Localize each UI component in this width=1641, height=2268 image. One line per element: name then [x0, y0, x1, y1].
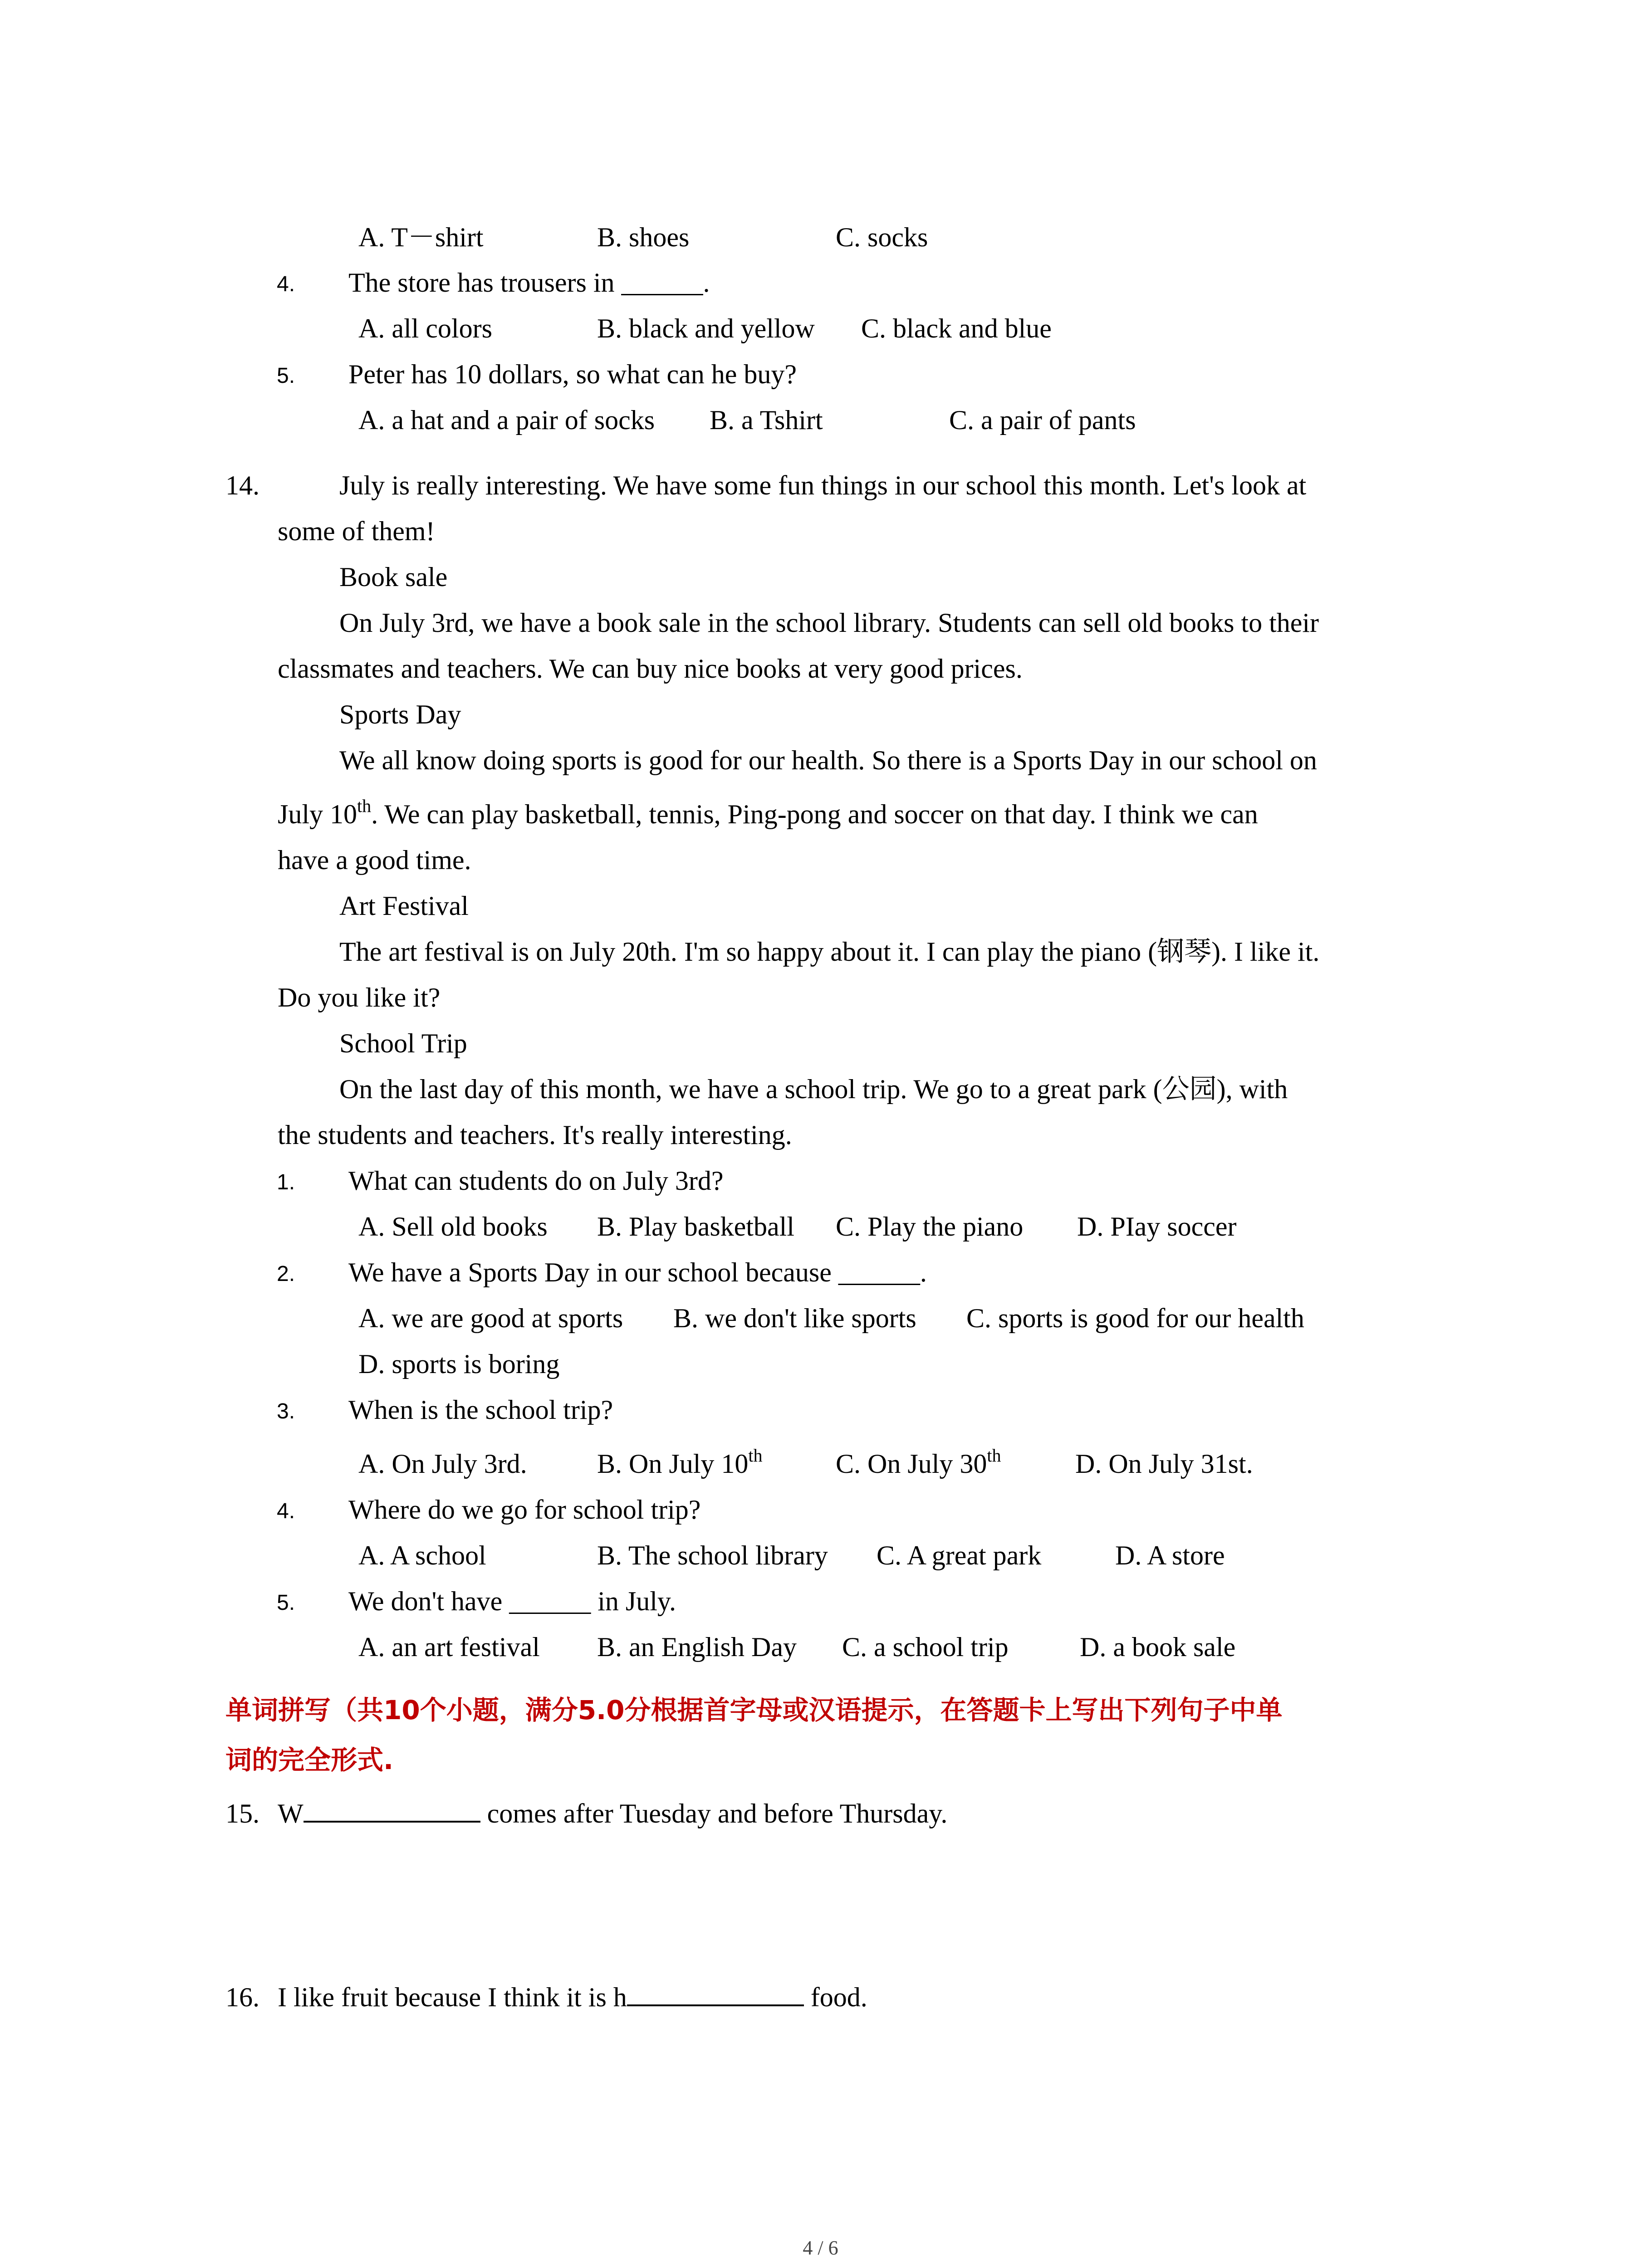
- q13-3-option-a: A. T－shirt: [358, 222, 484, 252]
- sports-day-line-2a: July 10: [278, 799, 358, 829]
- q16-number: 16.: [225, 1982, 260, 2012]
- q13-4-option-b: B. black and yellow: [597, 313, 815, 343]
- school-trip-line-2: the students and teachers. It's really interesting.: [278, 1120, 792, 1150]
- q13-3-option-b: B. shoes: [597, 222, 690, 252]
- q13-5-number: 5.: [277, 364, 295, 388]
- q14-2-option-a: A. we are good at sports: [358, 1303, 623, 1333]
- page-number: 4 / 6: [803, 2237, 838, 2259]
- q13-4-number: 4.: [277, 272, 295, 296]
- q15-number: 15.: [225, 1799, 260, 1828]
- q14-3-option-b: [597, 1441, 763, 1487]
- section-heading-line-1: 单词拼写（共10个小题，满分5.0分根据首字母或汉语提示，在答题卡上写出下列句子中单: [225, 1695, 1283, 1725]
- q14-5-option-b: B. an English Day: [597, 1632, 797, 1662]
- q14-1-stem: What can students do on July 3rd?: [348, 1166, 724, 1196]
- q13-4-stem: The store has trousers in ______.: [348, 268, 710, 298]
- book-sale-line-2: classmates and teachers. We can buy nice books at very good prices.: [278, 654, 1023, 684]
- q13-5-option-c: C. a pair of pants: [949, 405, 1136, 435]
- sports-day-sup: th: [357, 796, 372, 816]
- q14-1-number: 1.: [277, 1170, 295, 1194]
- q14-3-option-c: [836, 1441, 1001, 1487]
- book-sale-line-1: On July 3rd, we have a book sale in the school library. Students can sell old books to their: [339, 608, 1319, 638]
- q16-prefix: I like fruit because I think it is h: [278, 1982, 627, 2012]
- school-trip-line-1: On the last day of this month, we have a school trip. We go to a great park (公园), with: [339, 1074, 1288, 1104]
- q13-4-option-a: A. all colors: [358, 313, 492, 343]
- q16-answer-blank[interactable]: [627, 1979, 804, 2006]
- q14-4-option-c: C. A great park: [877, 1540, 1042, 1570]
- q14-5-stem: We don't have ______ in July.: [348, 1586, 676, 1616]
- q14-3-option-b-sup: th: [748, 1445, 763, 1466]
- school-trip-title: School Trip: [339, 1028, 467, 1058]
- q14-3-option-a: A. On July 3rd.: [358, 1449, 527, 1479]
- q14-4-stem: Where do we go for school trip?: [348, 1495, 701, 1525]
- art-festival-line-1: The art festival is on July 20th. I'm so happy about it. I can play the piano (钢琴). I like it.: [339, 937, 1320, 967]
- q13-5-stem: Peter has 10 dollars, so what can he buy?: [348, 359, 797, 389]
- q14-4-number: 4.: [277, 1499, 295, 1523]
- q15-sentence: [278, 1791, 947, 1837]
- sports-day-line-1: We all know doing sports is good for our health. So there is a Sports Day in our school on: [339, 745, 1317, 775]
- q14-2-option-c: C. sports is good for our health: [966, 1303, 1304, 1333]
- q14-2-option-d: D. sports is boring: [358, 1349, 560, 1379]
- q13-4-option-c: C. black and blue: [861, 313, 1052, 343]
- q13-5-option-b: B. a Tshirt: [710, 405, 823, 435]
- q13-5-option-a: A. a hat and a pair of socks: [358, 405, 655, 435]
- q15-prefix: W: [278, 1799, 304, 1828]
- q14-3-number: 3.: [277, 1399, 295, 1423]
- art-festival-line-2: Do you like it?: [278, 982, 441, 1012]
- sports-day-line-2b: . We can play basketball, tennis, Ping-pong and soccer on that day. I think we can: [371, 799, 1258, 829]
- q13-3-option-c: C. socks: [836, 222, 928, 252]
- q14-5-option-c: C. a school trip: [842, 1632, 1009, 1662]
- q16-suffix: food.: [803, 1982, 867, 2012]
- q14-4-option-d: D. A store: [1115, 1540, 1225, 1570]
- q15-answer-blank[interactable]: [304, 1795, 480, 1823]
- q14-2-stem: We have a Sports Day in our school because ______.: [348, 1257, 927, 1287]
- q14-1-option-c: C. Play the piano: [836, 1212, 1024, 1242]
- section-heading-line-2: 词的完全形式.: [225, 1745, 394, 1775]
- q16-sentence: [278, 1975, 867, 2020]
- q15-suffix: comes after Tuesday and before Thursday.: [480, 1799, 948, 1828]
- q14-1-option-a: A. Sell old books: [358, 1212, 548, 1242]
- q14-3-option-c-text: C. On July 30: [836, 1449, 987, 1479]
- sports-day-line-3: have a good time.: [278, 845, 471, 875]
- art-festival-title: Art Festival: [339, 891, 469, 921]
- q14-5-number: 5.: [277, 1591, 295, 1615]
- q14-2-number: 2.: [277, 1262, 295, 1286]
- q14-3-stem: When is the school trip?: [348, 1395, 613, 1425]
- q14-3-option-d: D. On July 31st.: [1075, 1449, 1253, 1479]
- q14-3-option-b-text: B. On July 10: [597, 1449, 749, 1479]
- q14-number: 14.: [225, 470, 260, 500]
- sports-day-title: Sports Day: [339, 699, 461, 729]
- q14-intro-line-2: some of them!: [278, 516, 435, 546]
- q14-1-option-b: B. Play basketball: [597, 1212, 794, 1242]
- q14-3-option-c-sup: th: [987, 1445, 1001, 1466]
- q14-5-option-a: A. an art festival: [358, 1632, 540, 1662]
- q14-4-option-a: A. A school: [358, 1540, 486, 1570]
- q14-5-option-d: D. a book sale: [1080, 1632, 1236, 1662]
- sports-day-line-2: [278, 792, 1258, 837]
- q14-1-option-d: D. PIay soccer: [1077, 1212, 1237, 1242]
- q14-2-option-b: B. we don't like sports: [673, 1303, 916, 1333]
- book-sale-title: Book sale: [339, 562, 448, 592]
- q14-4-option-b: B. The school library: [597, 1540, 828, 1570]
- q14-intro-line-1: July is really interesting. We have some fun things in our school this month. Let's look at: [339, 470, 1307, 500]
